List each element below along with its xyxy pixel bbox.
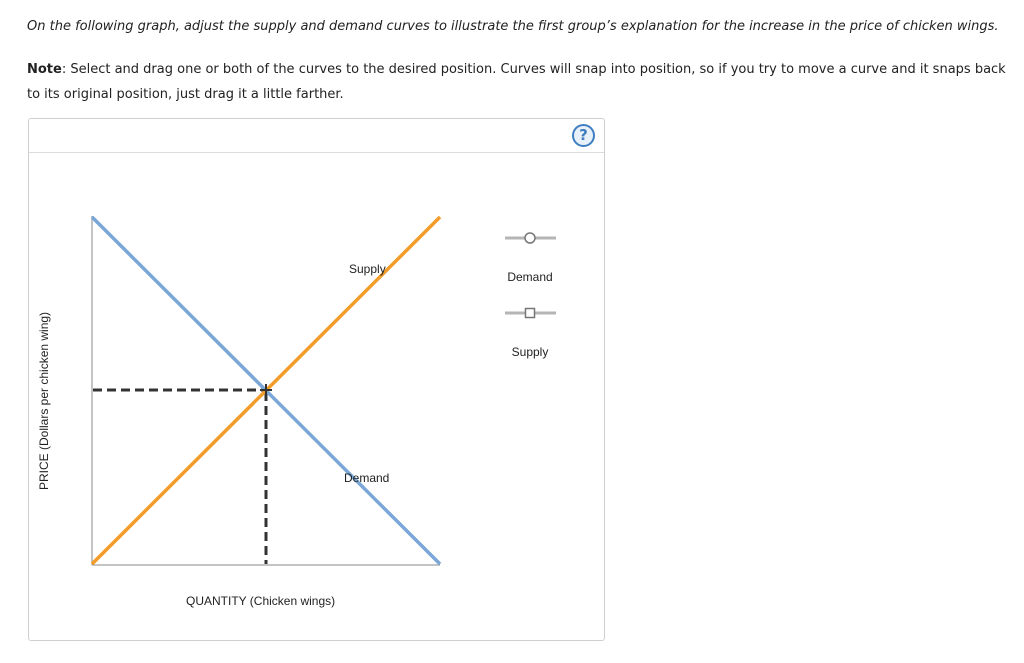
graph-panel — [28, 118, 605, 641]
x-axis-label: QUANTITY (Chicken wings) — [186, 594, 336, 608]
y-axis-label: PRICE (Dollars per chicken wing) — [37, 311, 51, 490]
note-label: Note — [27, 62, 62, 77]
supply-curve-label: Supply — [349, 262, 386, 276]
demand-curve-label: Demand — [344, 471, 390, 485]
legend-demand-label: Demand — [507, 270, 553, 284]
legend-supply-label: Supply — [511, 345, 549, 359]
note-body: : Select and drag one or both of the curves to the desired position. Curves will snap into position, so if you try to move a curve and it snaps back to its original position, just drag it a little farther. — [27, 62, 1006, 102]
instruction-text: On the following graph, adjust the supply and demand curves to illustrate the first group’s explanation for the increase in the price of chicken wings. — [27, 19, 999, 34]
panel-header — [29, 119, 604, 153]
help-icon[interactable]: ? — [572, 124, 595, 147]
